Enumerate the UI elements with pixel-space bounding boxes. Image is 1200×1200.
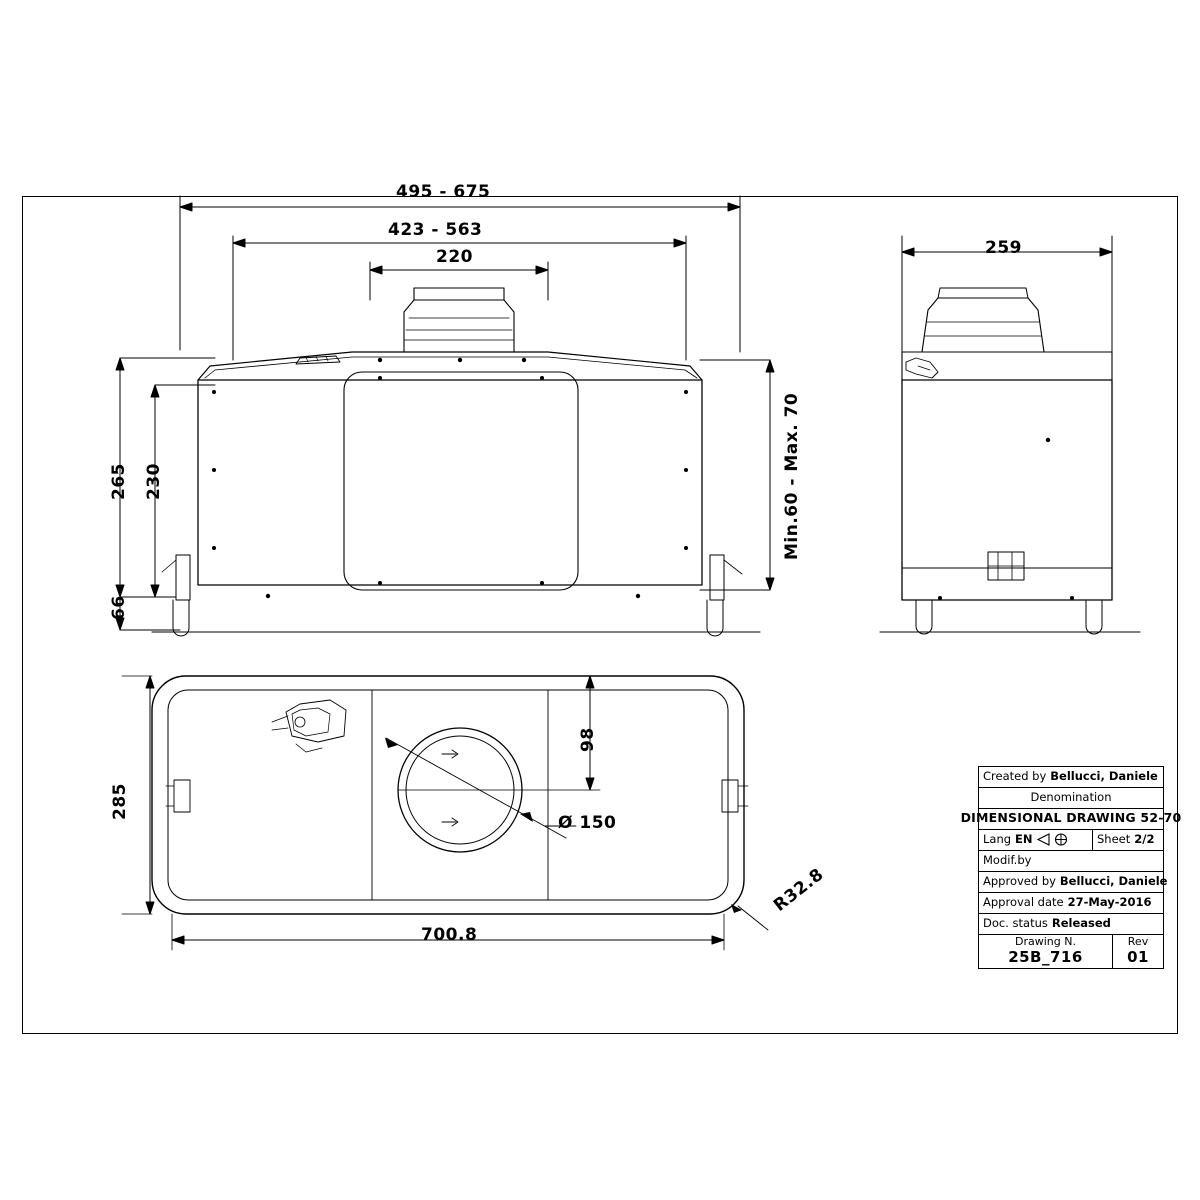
dim-front-duct-width: 220 bbox=[436, 247, 473, 267]
created-by-label: Created by bbox=[983, 768, 1047, 783]
title-sheet-cell bbox=[1093, 830, 1163, 850]
denomination-label: Denomination bbox=[1030, 789, 1112, 804]
sheet-label: Sheet bbox=[1097, 831, 1131, 846]
title-created-by bbox=[979, 767, 1163, 788]
dim-front-height-inner: 230 bbox=[144, 463, 164, 500]
lang-value: EN bbox=[1015, 831, 1033, 846]
rev-label: Rev bbox=[1127, 935, 1149, 948]
drawing-number-value: 25B_716 bbox=[1008, 947, 1083, 966]
drawing-number-label: Drawing N. bbox=[1015, 935, 1076, 948]
rev-value: 01 bbox=[1127, 947, 1149, 966]
title-block bbox=[960, 766, 1182, 969]
approval-date-label: Approval date bbox=[983, 894, 1064, 909]
title-approval-date bbox=[979, 893, 1163, 914]
dim-duct-diameter: Ø 150 bbox=[558, 813, 617, 833]
created-by-value: Bellucci, Daniele bbox=[1050, 768, 1158, 783]
dim-front-foot-height: 66 bbox=[109, 595, 129, 620]
approved-by-label: Approved by bbox=[983, 873, 1056, 888]
dim-top-duct-offset: 98 bbox=[578, 727, 598, 752]
title-approved-by bbox=[979, 872, 1168, 893]
title-rev-cell bbox=[1113, 935, 1163, 968]
doc-status-label: Doc. status bbox=[983, 915, 1048, 930]
dim-top-length: 700.8 bbox=[421, 925, 478, 945]
dim-front-inner-width: 423 - 563 bbox=[388, 220, 483, 240]
denomination-value: DIMENSIONAL DRAWING 52-70 bbox=[960, 810, 1182, 826]
doc-status-value: Released bbox=[1051, 915, 1111, 930]
lang-label: Lang bbox=[983, 831, 1012, 846]
dim-side-width: 259 bbox=[985, 238, 1022, 258]
projection-symbol-icon bbox=[1037, 833, 1071, 846]
dim-front-overall-width: 495 - 675 bbox=[396, 182, 491, 202]
modif-by-label: Modif.by bbox=[983, 852, 1032, 867]
approval-date-value: 27-May-2016 bbox=[1067, 894, 1152, 909]
title-drawing-rev-row bbox=[979, 935, 1163, 968]
dim-corner-radius: R32.8 bbox=[770, 864, 828, 916]
dim-top-depth: 285 bbox=[110, 783, 130, 820]
title-denomination-label-row bbox=[979, 788, 1163, 809]
approved-by-value: Bellucci, Daniele bbox=[1059, 873, 1168, 888]
dim-front-height-outer: 265 bbox=[109, 463, 129, 500]
title-modif-by bbox=[979, 851, 1163, 872]
title-drawing-number-cell bbox=[979, 935, 1113, 968]
title-lang-sheet-row bbox=[979, 830, 1163, 851]
dim-front-adjust-range: Min.60 - Max. 70 bbox=[782, 392, 802, 560]
sheet-value: 2/2 bbox=[1134, 831, 1155, 846]
title-doc-status bbox=[979, 914, 1163, 935]
title-denomination-value-row bbox=[960, 809, 1182, 830]
title-lang-cell bbox=[979, 830, 1093, 850]
